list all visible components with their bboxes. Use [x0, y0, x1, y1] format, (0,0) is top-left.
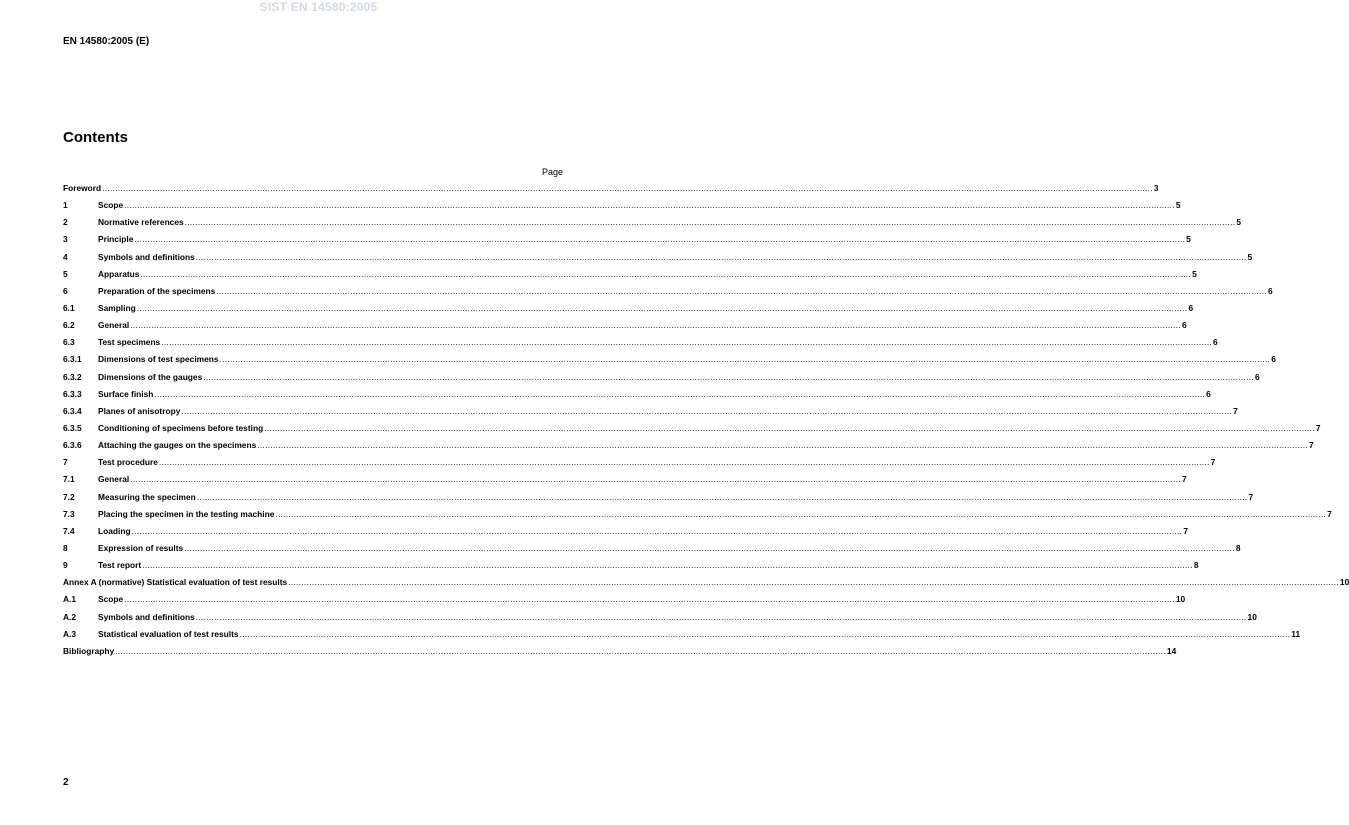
toc-entry-title: General: [98, 474, 130, 485]
toc-entry-number: 6.3.5: [63, 422, 82, 433]
toc-entry-number: 4: [63, 251, 68, 262]
toc-entry-title: Loading: [98, 525, 131, 536]
toc-entry-number: A.1: [63, 594, 77, 605]
toc-entry-number: 6.3.3: [63, 388, 82, 399]
toc-leader-dots: ................................................................................................................................................................................................................................................................................................................................................................................................................: [184, 542, 1235, 553]
toc-entry-page: 6: [1181, 320, 1187, 331]
toc-entry-title: Test specimens: [98, 337, 161, 348]
toc-entry-title: Scope: [98, 200, 124, 211]
toc-leader-dots: ................................................................................................................................................................................................................................................................................................................................................................................................................: [219, 354, 1271, 365]
page-column-label: Page: [541, 167, 563, 177]
toc-entry-page: 5: [1175, 200, 1181, 211]
toc-entry-page: 7: [1183, 525, 1188, 536]
toc-leader-dots: ................................................................................................................................................................................................................................................................................................................................................................................................................: [181, 405, 1233, 416]
toc-entry-number: 3: [63, 234, 68, 245]
toc-entry[interactable]: [63, 574, 1349, 591]
toc-entry-title: Dimensions of test specimens: [98, 354, 219, 365]
toc-entry-number: 6.3.1: [63, 354, 82, 365]
toc-leader-dots: ................................................................................................................................................................................................................................................................................................................................................................................................................: [142, 560, 1193, 571]
toc-entry-title: Surface finish: [98, 388, 154, 399]
toc-entry[interactable]: [63, 471, 1187, 488]
toc-leader-dots: ................................................................................................................................................................................................................................................................................................................................................................................................................: [124, 594, 1175, 605]
page-number: 2: [63, 777, 69, 788]
toc-entry[interactable]: [63, 317, 1187, 334]
toc-entry-title: Dimensions of the gauges: [98, 371, 203, 382]
toc-entry-page: 10: [1339, 577, 1349, 588]
toc-leader-dots: ................................................................................................................................................................................................................................................................................................................................................................................................................: [102, 183, 1153, 193]
toc-entry[interactable]: [63, 420, 1321, 437]
toc-entry-title: General: [98, 320, 130, 331]
toc-leader-dots: ................................................................................................................................................................................................................................................................................................................................................................................................................: [239, 628, 1291, 639]
toc-entry-number: A.2: [63, 611, 77, 622]
toc-entry-title: Apparatus: [98, 268, 140, 279]
toc-entry[interactable]: [63, 334, 1218, 351]
toc-entry-page: 5: [1247, 251, 1253, 262]
toc-leader-dots: ................................................................................................................................................................................................................................................................................................................................................................................................................: [257, 440, 1308, 451]
toc-entry[interactable]: [63, 180, 1159, 197]
toc-entry-page: 7: [1248, 491, 1254, 502]
toc-entry[interactable]: [63, 643, 1177, 660]
toc-entry-title: Expression of results: [98, 542, 184, 553]
toc-entry[interactable]: [63, 214, 1242, 231]
toc-entry-page: 6: [1271, 354, 1276, 365]
toc-leader-dots: ................................................................................................................................................................................................................................................................................................................................................................................................................: [140, 268, 1192, 279]
toc-entry-page: 11: [1291, 628, 1301, 639]
toc-leader-dots: ................................................................................................................................................................................................................................................................................................................................................................................................................: [158, 457, 1210, 468]
toc-leader-dots: ................................................................................................................................................................................................................................................................................................................................................................................................................: [264, 422, 1315, 433]
toc-leader-dots: ................................................................................................................................................................................................................................................................................................................................................................................................................: [115, 645, 1166, 656]
toc-entry-title: Attaching the gauges on the specimens: [98, 440, 257, 451]
toc-entry[interactable]: [63, 454, 1216, 471]
toc-entry-number: 2: [63, 217, 68, 228]
toc-leader-dots: ................................................................................................................................................................................................................................................................................................................................................................................................................: [275, 508, 1327, 519]
toc-entry-number: 6.3.6: [63, 440, 82, 451]
toc-entry-page: 6: [1188, 302, 1194, 313]
toc-entry[interactable]: [63, 540, 1241, 557]
toc-leader-dots: ................................................................................................................................................................................................................................................................................................................................................................................................................: [203, 371, 1254, 382]
toc-entry-page: 10: [1247, 611, 1257, 622]
toc-entry[interactable]: [63, 489, 1254, 506]
toc-leader-dots: ................................................................................................................................................................................................................................................................................................................................................................................................................: [184, 217, 1236, 228]
toc-entry[interactable]: [63, 557, 1199, 574]
toc-entry-number: 6.3.2: [63, 371, 82, 382]
toc-entry-page: 7: [1210, 457, 1216, 468]
toc-entry[interactable]: [63, 369, 1260, 386]
toc-entry-title: Normative references: [98, 217, 184, 228]
toc-entry[interactable]: [63, 609, 1257, 626]
toc-entry-title: Placing the specimen in the testing machine: [98, 508, 275, 519]
toc-leader-dots: ................................................................................................................................................................................................................................................................................................................................................................................................................: [134, 234, 1186, 245]
toc-entry-page: 7: [1308, 440, 1314, 451]
toc-entry-number: 7.3: [63, 508, 75, 519]
toc-entry-title: Test report: [98, 560, 142, 571]
toc-entry-number: 9: [63, 560, 68, 571]
contents-heading: Contents: [63, 129, 128, 146]
toc-entry-page: 5: [1236, 217, 1242, 228]
toc-leader-dots: ................................................................................................................................................................................................................................................................................................................................................................................................................: [130, 320, 1181, 331]
toc-leader-dots: ................................................................................................................................................................................................................................................................................................................................................................................................................: [130, 474, 1181, 485]
toc-entry-page: 8: [1235, 542, 1241, 553]
toc-entry-title: Preparation of the specimens: [98, 285, 216, 296]
toc-entry-title: Conditioning of specimens before testing: [98, 422, 264, 433]
toc-entry[interactable]: [63, 266, 1197, 283]
toc-entry-title: Sampling: [98, 302, 136, 313]
toc-entry-number: 5: [63, 268, 68, 279]
toc-entry-number: 7.4: [63, 525, 75, 536]
toc-entry-title: Principle: [98, 234, 134, 245]
toc-entry-page: 6: [1254, 371, 1260, 382]
toc-entry-page: 6: [1206, 388, 1211, 399]
toc-entry-number: 6.2: [63, 320, 75, 331]
toc-entry[interactable]: [63, 437, 1314, 454]
toc-leader-dots: ................................................................................................................................................................................................................................................................................................................................................................................................................: [195, 611, 1247, 622]
toc-entry-page: 6: [1268, 285, 1273, 296]
toc-entry-title: Annex A (normative) Statistical evaluation of test results: [63, 577, 288, 588]
toc-entry-page: 7: [1315, 422, 1321, 433]
toc-entry-page: 5: [1192, 268, 1197, 279]
toc-entry-title: Test procedure: [98, 457, 158, 468]
toc-entry-number: 7: [63, 457, 68, 468]
toc-entry-number: 7.2: [63, 491, 75, 502]
toc-entry[interactable]: [63, 403, 1238, 420]
document-id: EN 14580:2005 (E): [63, 36, 150, 47]
toc-leader-dots: ................................................................................................................................................................................................................................................................................................................................................................................................................: [216, 285, 1268, 296]
toc-entry-number: 8: [63, 542, 68, 553]
toc-leader-dots: ................................................................................................................................................................................................................................................................................................................................................................................................................: [195, 251, 1247, 262]
toc-entry-title: Foreword: [63, 183, 102, 193]
toc-entry[interactable]: [63, 386, 1211, 403]
toc-entry-page: 14: [1166, 645, 1177, 656]
toc-entry-page: 8: [1193, 560, 1199, 571]
toc-entry-number: 6.3: [63, 337, 75, 348]
toc-entry-title: Statistical evaluation of test results: [98, 628, 239, 639]
toc-leader-dots: ................................................................................................................................................................................................................................................................................................................................................................................................................: [196, 491, 1248, 502]
toc-entry-page: 10: [1175, 594, 1186, 605]
toc-entry-number: 1: [63, 200, 68, 211]
toc-entry[interactable]: [63, 351, 1276, 368]
toc-entry-page: 6: [1212, 337, 1218, 348]
toc-entry-page: 7: [1233, 405, 1238, 416]
table-of-contents: [63, 180, 1349, 660]
toc-entry-number: 6.1: [63, 302, 75, 313]
toc-entry-title: Symbols and definitions: [98, 251, 195, 262]
toc-leader-dots: ................................................................................................................................................................................................................................................................................................................................................................................................................: [288, 577, 1339, 588]
toc-entry-number: 6.3.4: [63, 405, 82, 416]
toc-entry-title: Bibliography: [63, 645, 115, 656]
toc-entry-page: 7: [1327, 508, 1332, 519]
toc-entry-page: 5: [1186, 234, 1191, 245]
toc-entry-number: A.3: [63, 628, 77, 639]
toc-entry-page: 3: [1153, 183, 1159, 193]
toc-entry[interactable]: [63, 197, 1181, 214]
toc-entry-title: Measuring the specimen: [98, 491, 196, 502]
toc-entry-title: Symbols and definitions: [98, 611, 195, 622]
toc-leader-dots: ................................................................................................................................................................................................................................................................................................................................................................................................................: [161, 337, 1212, 348]
watermark: SIST EN 14580:2005: [259, 0, 378, 14]
toc-entry[interactable]: [63, 591, 1186, 608]
toc-entry-title: Scope: [98, 594, 124, 605]
toc-entry[interactable]: [63, 523, 1188, 540]
toc-entry-number: 7.1: [63, 474, 75, 485]
toc-entry-title: Planes of anisotropy: [98, 405, 181, 416]
toc-leader-dots: ................................................................................................................................................................................................................................................................................................................................................................................................................: [131, 525, 1183, 536]
toc-entry[interactable]: [63, 300, 1194, 317]
toc-entry-number: 6: [63, 285, 68, 296]
toc-leader-dots: ................................................................................................................................................................................................................................................................................................................................................................................................................: [154, 388, 1206, 399]
toc-leader-dots: ................................................................................................................................................................................................................................................................................................................................................................................................................: [136, 302, 1188, 313]
toc-leader-dots: ................................................................................................................................................................................................................................................................................................................................................................................................................: [124, 200, 1175, 211]
toc-entry-page: 7: [1181, 474, 1187, 485]
toc-entry[interactable]: [63, 249, 1253, 266]
toc-entry[interactable]: [63, 231, 1191, 248]
toc-entry[interactable]: [63, 506, 1332, 523]
toc-entry[interactable]: [63, 283, 1273, 300]
toc-entry[interactable]: [63, 626, 1301, 643]
